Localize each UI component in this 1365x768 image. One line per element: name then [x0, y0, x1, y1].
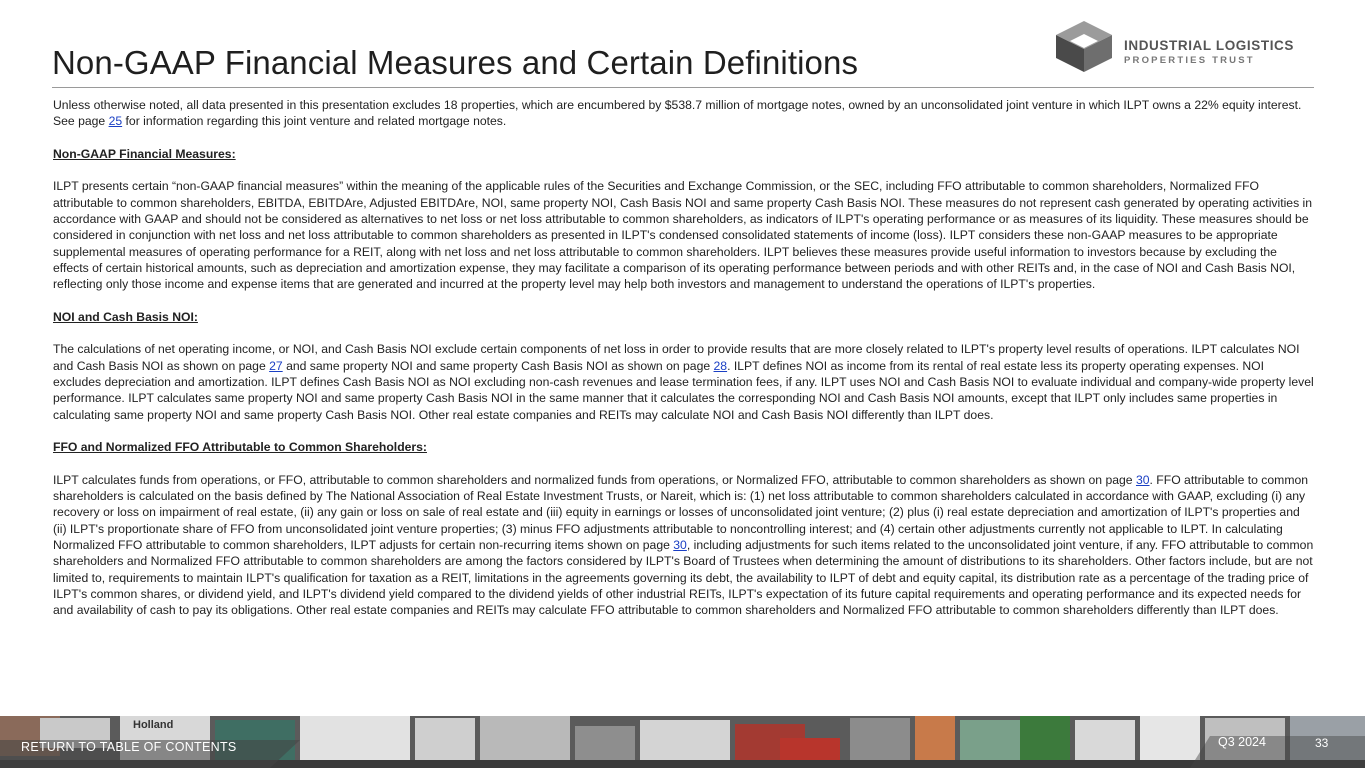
ffo-text-3: , including adjustments for such items related to the unconsolidated joint venture, if any. FFO attributable to common shareholders and Normalized FFO attributable to common shareholders are among the factors considered by ILPT's Board of Trustees when determining the amount of distributions to its shareholders. Other factors include, but are not limited to, requirements to maintain ILPT's qualification for taxation as a REIT, limitations in the agreements governing its debt, the availability to ILPT of debt and equity capital, its distribution rate as a percentage of the trading price of ILPT's common shares, or dividend yield, and ILPT's dividend yield compared to the dividend yields of other industrial REITs, ILPT's expectation of its future capital requirements and operating performance and its expected needs for and availability of cash to pay its obligations. Other real estate companies and REITs may calculate FFO attributable to common shareholders and Normalized FFO attributable to common shareholders differently than ILPT does.: [53, 538, 1314, 618]
stacked-cube-icon: [1054, 20, 1114, 74]
noi-text-1: The calculations of net operating income, or NOI, and Cash Basis NOI exclude certain components of net loss in order to provide results that are more closely related to ILPT's property level results of operations. ILPT calculates NOI and Cash Basis NOI as shown on page: [53, 342, 1300, 373]
nongaap-paragraph: ILPT presents certain “non-GAAP financial measures” within the meaning of the applicable rules of the Securities and Exchange Commission, or the SEC, including FFO attributable to common shareholders, Normalized FFO attributable to common shareholders, EBITDA, EBITDAre, Adjusted EBITDAre, NOI, same property NOI, Cash Basis NOI and same property Cash Basis NOI. These measures do not represent cash generated by operating activities in accordance with GAAP and should not be considered as alternatives to net loss or net loss attributable to common shareholders, as indicators of ILPT's operating performance or as measures of its liquidity. These measures should be considered in conjunction with net loss and net loss attributable to common shareholders as presented in ILPT's condensed consolidated statements of income (loss). ILPT considers these non-GAAP measures to be appropriate supplemental measures of operating performance for a REIT, along with net loss and net loss attributable to common shareholders. ILPT believes these measures provide useful information to investors because by excluding the effects of certain historical amounts, such as depreciation and amortization expense, they may facilitate a comparison of its operating performance between periods and with other REITs and, in the case of NOI and Cash Basis NOI, reflecting only those income and expense items that are generated and incurred at the property level may help both investors and management to understand the operations of ILPT's properties.: [53, 179, 1313, 292]
ffo-paragraph: [53, 472, 1315, 619]
logo-name-line: INDUSTRIAL LOGISTICS: [1124, 38, 1295, 53]
nongaap-heading: Non-GAAP Financial Measures:: [53, 146, 236, 161]
page-25-link[interactable]: 25: [108, 114, 123, 129]
intro-paragraph: [53, 97, 1315, 130]
noi-text-2: and same property NOI and same property Cash Basis NOI as shown on page: [282, 358, 714, 373]
noi-heading: NOI and Cash Basis NOI:: [53, 309, 198, 324]
page-30-link[interactable]: 30: [1135, 472, 1150, 487]
body-content: [53, 97, 1315, 635]
page-number: 33: [1315, 736, 1329, 750]
page-28-link[interactable]: 28: [713, 358, 728, 373]
trailer-brand-text: Holland: [133, 719, 174, 731]
ffo-heading: FFO and Normalized FFO Attributable to Common Shareholders:: [53, 440, 427, 455]
page-title: Non-GAAP Financial Measures and Certain Definitions: [52, 44, 859, 81]
intro-text: Unless otherwise noted, all data presented in this presentation excludes 18 properties, which are encumbered by $538.7 million of mortgage notes, owned by an unconsolidated joint venture in which ILPT owns a 22% equity interest. See page: [53, 98, 1302, 129]
intro-text-end: for information regarding this joint venture and related mortgage notes.: [122, 114, 507, 129]
ffo-text-2: . FFO attributable to common shareholders is calculated on the basis defined by The National Association of Real Estate Investment Trusts, or Nareit, which is: (1) net loss attributable to common shareholders calculated in accordance with GAAP, excluding (i) any recovery or loss on impairment of real estate, (ii) any gain or loss on sale of real estate and (iii) equity in earnings or losses of unconsolidated joint venture; (2) plus (i) real estate depreciation and amortization of ILPT's properties and (ii) ILPT's proportionate share of FFO from unconsolidated joint venture properties; (3) minus FFO adjustments attributable to noncontrolling interest; and (4) certain other adjustments currently not applicable to ILPT. In calculating Normalized FFO attributable to common shareholders, ILPT adjusts for certain non-recurring items shown on page: [53, 472, 1309, 553]
page-27-link[interactable]: 27: [269, 358, 283, 373]
quarter-label: Q3 2024: [1218, 735, 1266, 749]
return-to-toc-link[interactable]: RETURN TO TABLE OF CONTENTS: [21, 740, 237, 754]
noi-text-3: . ILPT defines NOI as income from its rental of real estate less its property operating expenses. NOI excludes depreciation and amortization. ILPT defines Cash Basis NOI as NOI excluding non-cash revenues and lease termination fees, if any. ILPT uses NOI and Cash Basis NOI to evaluate individual and company-wide property level performance. ILPT calculates same property NOI and same property Cash Basis NOI in the same manner that it calculates the corresponding NOI and Cash Basis NOI amounts, except that ILPT only includes same properties in calculating same property NOI and same property Cash Basis NOI. Other real estate companies and REITs may calculate NOI and Cash Basis NOI differently than ILPT does.: [53, 358, 1314, 422]
company-logo: [1054, 20, 1318, 74]
ffo-text-1: ILPT calculates funds from operations, or FFO, attributable to common shareholders and normalized funds from operations, or Normalized FFO, attributable to common shareholders as shown on page: [53, 472, 1136, 487]
logo-subname-line: PROPERTIES TRUST: [1124, 55, 1255, 66]
title-divider: [52, 87, 1314, 88]
noi-paragraph: [53, 341, 1315, 422]
page-30-link-2[interactable]: 30: [673, 538, 687, 553]
